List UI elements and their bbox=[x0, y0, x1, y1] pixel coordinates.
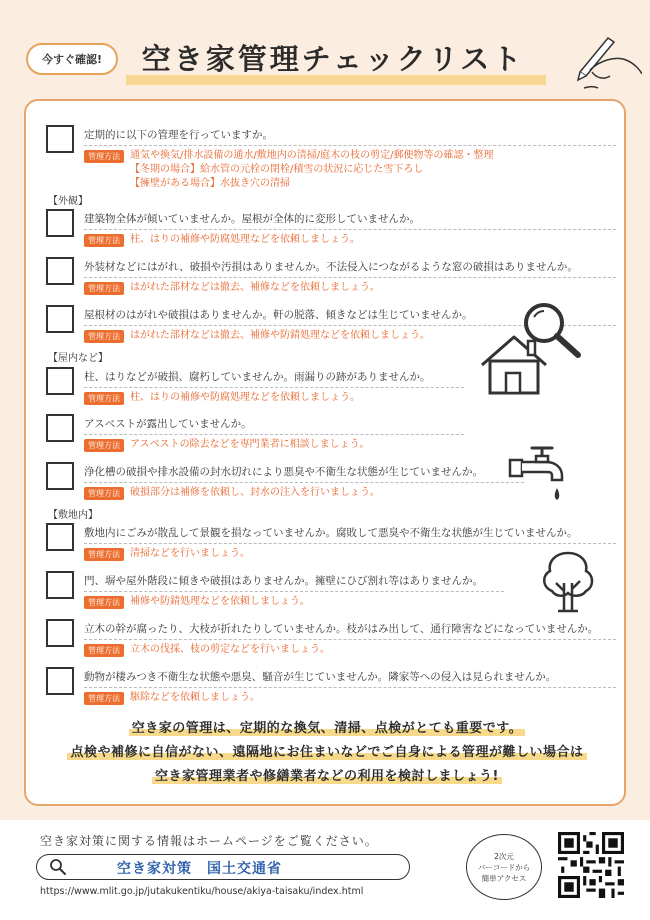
message-line-1: 空き家の管理は、定期的な換気、清掃、点検がとても重要です。 bbox=[26, 717, 628, 736]
message-line-3: 空き家管理業者や修繕業者などの利用を検討しましょう! bbox=[26, 765, 628, 784]
divider bbox=[84, 229, 616, 231]
checkbox[interactable] bbox=[46, 571, 74, 599]
bubble-line: バーコードから bbox=[477, 862, 531, 872]
house-icon bbox=[478, 333, 550, 397]
method-row bbox=[84, 595, 310, 609]
method-row bbox=[84, 391, 360, 405]
faucet-icon bbox=[506, 444, 578, 510]
question-text: 動物が棲みつき不衛生な状態や悪臭、騒音が生じていませんか。隣家等への侵入は見られませんか。 bbox=[84, 671, 557, 683]
method-text: はがれた部材などは撤去、補修などを依頼しましょう。 bbox=[130, 282, 380, 293]
question-text: 門、塀や屋外階段に傾きや破損はありませんか。擁壁にひび割れ等はありませんか。 bbox=[84, 575, 483, 587]
section-exterior: 【外観】 bbox=[48, 196, 88, 207]
checkbox[interactable] bbox=[46, 209, 74, 237]
section-site: 【敷地内】 bbox=[48, 510, 98, 521]
method-row bbox=[84, 691, 260, 705]
method-badge: 管理方法 bbox=[84, 150, 124, 163]
question-text: 定期的に以下の管理を行っていますか。 bbox=[84, 129, 273, 141]
method-badge: 管理方法 bbox=[84, 282, 124, 295]
search-icon bbox=[49, 858, 67, 876]
method-row bbox=[84, 438, 370, 452]
method-row bbox=[84, 281, 380, 295]
method-badge: 管理方法 bbox=[84, 439, 124, 452]
method-row bbox=[84, 149, 493, 191]
question-text: 浄化槽の破損や排水設備の封水切れにより悪臭や不衛生な状態が生じていませんか。 bbox=[84, 466, 483, 478]
method-badge: 管理方法 bbox=[84, 330, 124, 343]
bubble-line: 2次元 bbox=[494, 851, 514, 861]
bubble-line: 簡単アクセス bbox=[481, 873, 527, 883]
page-title: 空き家管理チェックリスト bbox=[141, 41, 525, 76]
method-row bbox=[84, 547, 250, 561]
method-row bbox=[84, 233, 360, 247]
method-row bbox=[84, 329, 430, 343]
question-text: 敷地内にごみが散乱して景観を損なっていませんか。腐敗して悪臭や不衛生な状態が生じていませんか。 bbox=[84, 527, 578, 539]
method-text: 補修や防錆処理などを依頼しましょう。 bbox=[130, 596, 310, 607]
method-text: アスベストの除去などを専門業者に相談しましょう。 bbox=[130, 439, 370, 450]
question-text: 立木の幹が腐ったり、大枝が折れたりしていませんか。枝がはみ出して、通行障害などになっていませんか。 bbox=[84, 623, 599, 635]
method-text: 柱、はりの補修や防腐処理などを依頼しましょう。 bbox=[130, 392, 360, 403]
divider bbox=[84, 387, 464, 389]
checkbox[interactable] bbox=[46, 257, 74, 285]
divider bbox=[84, 687, 616, 689]
divider bbox=[84, 591, 504, 593]
qr-code-icon[interactable] bbox=[558, 832, 624, 898]
checkbox[interactable] bbox=[46, 125, 74, 153]
divider bbox=[84, 145, 616, 147]
checklist-card bbox=[24, 99, 626, 806]
checkbox[interactable] bbox=[46, 305, 74, 333]
divider bbox=[84, 482, 524, 484]
checkbox[interactable] bbox=[46, 414, 74, 442]
method-text: 破損部分は補修を依頼し、封水の注入を行いましょう。 bbox=[130, 487, 380, 498]
method-text: 清掃などを行いましょう。 bbox=[130, 548, 250, 559]
checkbox[interactable] bbox=[46, 462, 74, 490]
question-text: 建築物全体が傾いていませんか。屋根が全体的に変形していませんか。 bbox=[84, 213, 420, 225]
checkbox[interactable] bbox=[46, 619, 74, 647]
message-line-2: 点検や補修に自信がない、遠隔地にお住まいなどでご自身による管理が難しい場合は bbox=[26, 741, 628, 760]
method-badge: 管理方法 bbox=[84, 487, 124, 500]
checkbox[interactable] bbox=[46, 667, 74, 695]
divider bbox=[84, 434, 464, 436]
method-badge: 管理方法 bbox=[84, 234, 124, 247]
method-row bbox=[84, 486, 380, 500]
method-row bbox=[84, 643, 330, 657]
method-text: はがれた部材などは撤去、補修や防錆処理などを依頼しましょう。 bbox=[130, 330, 430, 341]
method-text: 駆除などを依頼しましょう。 bbox=[130, 692, 260, 703]
method-badge: 管理方法 bbox=[84, 692, 124, 705]
method-badge: 管理方法 bbox=[84, 596, 124, 609]
method-text: 柱、はりの補修や防腐処理などを依頼しましょう。 bbox=[130, 234, 360, 245]
footer bbox=[0, 820, 650, 920]
method-text: 立木の伐採、枝の剪定などを行いましょう。 bbox=[130, 644, 330, 655]
footer-info: 空き家対策に関する情報はホームページをご覧ください。 bbox=[40, 834, 378, 848]
checkbox[interactable] bbox=[46, 523, 74, 551]
method-text: 【冬期の場合】給水管の元栓の閉栓/積雪の状況に応じた雪下ろし bbox=[130, 164, 424, 175]
method-badge: 管理方法 bbox=[84, 548, 124, 561]
method-badge: 管理方法 bbox=[84, 392, 124, 405]
search-keyword: 空き家対策 国土交通省 bbox=[117, 861, 282, 877]
hand-pen-icon bbox=[570, 30, 642, 92]
search-box[interactable] bbox=[36, 854, 410, 880]
question-text: 柱、はりなどが破損、腐朽していませんか。雨漏りの跡がありませんか。 bbox=[84, 371, 431, 383]
divider bbox=[84, 277, 616, 279]
question-text: 屋根材のはがれや破損はありませんか。軒の脱落、傾きなどは生じていませんか。 bbox=[84, 309, 473, 321]
question-text: 外装材などにはがれ、破損や汚損はありませんか。不法侵入につながるような窓の破損はありませんか。 bbox=[84, 261, 578, 273]
method-text: 【擁壁がある場合】水抜き穴の清掃 bbox=[130, 178, 290, 189]
qr-bubble bbox=[466, 834, 542, 900]
question-text: アスベストが露出していませんか。 bbox=[84, 418, 252, 430]
checkbox[interactable] bbox=[46, 367, 74, 395]
tree-icon bbox=[536, 547, 600, 613]
divider bbox=[84, 543, 616, 545]
section-interior: 【屋内など】 bbox=[48, 353, 108, 364]
check-now-badge: 今すぐ確認! bbox=[26, 43, 118, 75]
website-url[interactable]: https://www.mlit.go.jp/jutakukentiku/house/akiya-taisaku/index.html bbox=[40, 886, 364, 897]
method-badge: 管理方法 bbox=[84, 644, 124, 657]
divider bbox=[84, 639, 616, 641]
method-text: 通気や換気/排水設備の通水/敷地内の清掃/庭木の枝の剪定/郵便物等の確認・整理 bbox=[130, 150, 494, 161]
header bbox=[0, 0, 650, 98]
